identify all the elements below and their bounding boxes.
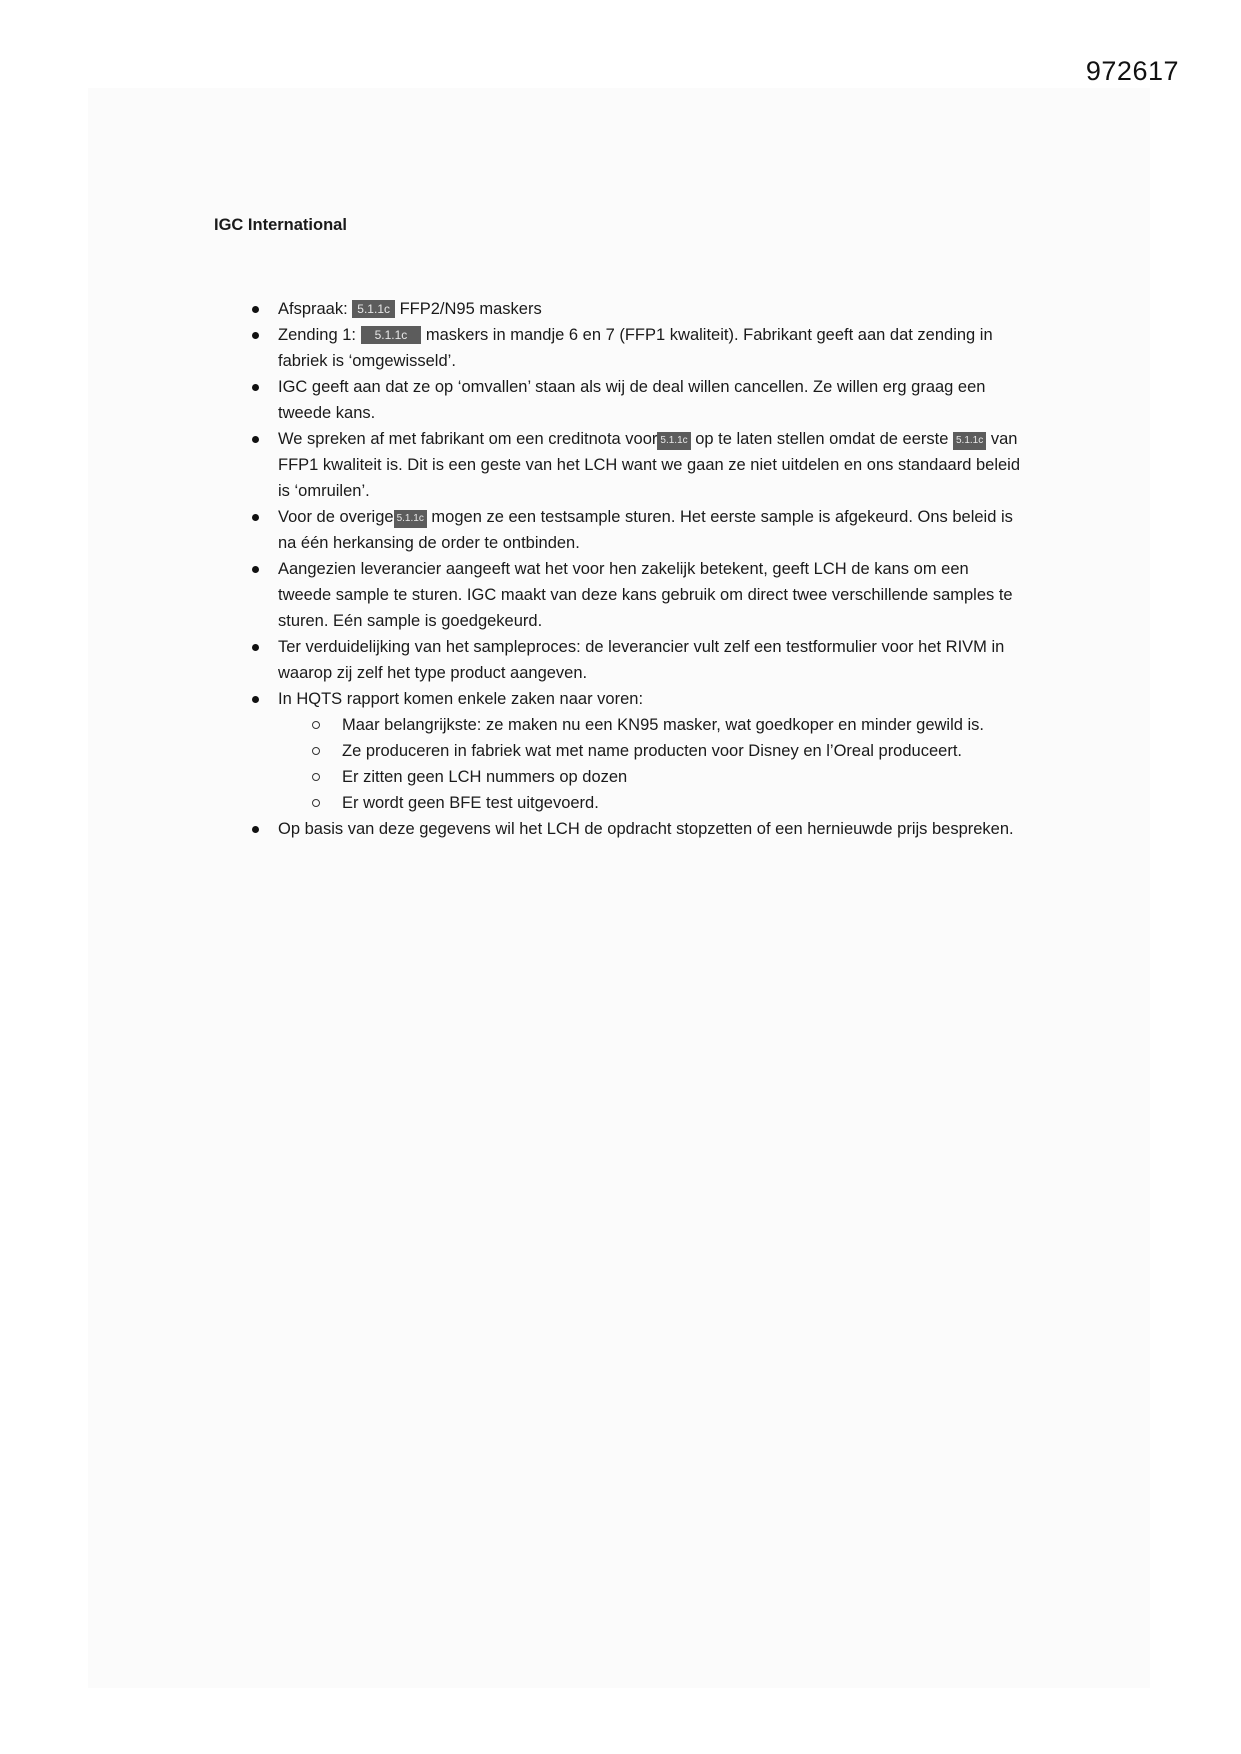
bullet-item [236,374,1026,426]
bullet-text: Afspraak: [278,300,353,318]
bullet-text: Aangezien leverancier aangeeft wat het voor hen zakelijk betekent, geeft LCH de kans om een tweede sample te sturen. IGC maakt van deze kans gebruik om direct twee verschillende samples te sturen. Eén sample is goedgekeurd. [278,560,1013,630]
redaction-mark: 5.1.1c [953,432,986,450]
bullet-text: van FFP1 kwaliteit is. Dit is een geste van het LCH want we gaan ze niet uitdelen en ons standaard beleid is ‘omruilen’. [278,430,1021,500]
sub-bullet-item: Ze produceren in fabriek wat met name producten voor Disney en l’Oreal produceert. [278,738,1026,764]
redaction-mark: 5.1.1c [394,510,427,528]
bullet-item [236,322,1026,374]
bullet-text: op te laten stellen omdat de eerste [690,430,953,448]
sub-bullet-list [278,712,1026,816]
bullet-text: mogen ze een testsample sturen. Het eerste sample is afgekeurd. Ons beleid is na één herkansing de order te ontbinden. [278,508,1013,552]
bullet-text: Zending 1: [278,326,361,344]
bullet-item [236,504,1026,556]
bullet-text: Voor de overige [278,508,394,526]
redaction-mark: 5.1.1c [657,432,690,450]
bullet-text: maskers in mandje 6 en 7 (FFP1 kwaliteit). Fabrikant geeft aan dat zending in fabriek is ‘omgewisseld’. [278,326,993,370]
sub-bullet-item: Maar belangrijkste: ze maken nu een KN95 masker, wat goedkoper en minder gewild is. [278,712,1026,738]
bullet-item [236,816,1026,842]
sub-bullet-item: Er wordt geen BFE test uitgevoerd. [278,790,1026,816]
bullet-item [236,296,1026,322]
sub-bullet-item: Er zitten geen LCH nummers op dozen [278,764,1026,790]
bullet-text: FFP2/N95 maskers [395,300,542,318]
bullet-item [236,686,1026,816]
bullet-text: In HQTS rapport komen enkele zaken naar voren: [278,690,644,708]
bullet-item [236,426,1026,504]
bullet-text: Op basis van deze gegevens wil het LCH de opdracht stopzetten of een hernieuwde prijs bespreken. [278,820,1014,838]
section-heading: IGC International [214,216,347,234]
bullet-text: Ter verduidelijking van het sampleproces: de leverancier vult zelf een testformulier voor het RIVM in waarop zij zelf het type product aangeven. [278,638,1005,682]
document-number: 972617 [1085,56,1179,86]
bullet-item [236,634,1026,686]
bullet-text: IGC geeft aan dat ze op ‘omvallen’ staan als wij de deal willen cancellen. Ze willen erg graag een tweede kans. [278,378,986,422]
redaction-mark: 5.1.1c [352,300,395,318]
redaction-mark: 5.1.1c [361,326,422,344]
bullet-text: We spreken af met fabrikant om een creditnota voor [278,430,658,448]
bullet-item [236,556,1026,634]
bullet-list [236,296,1026,842]
